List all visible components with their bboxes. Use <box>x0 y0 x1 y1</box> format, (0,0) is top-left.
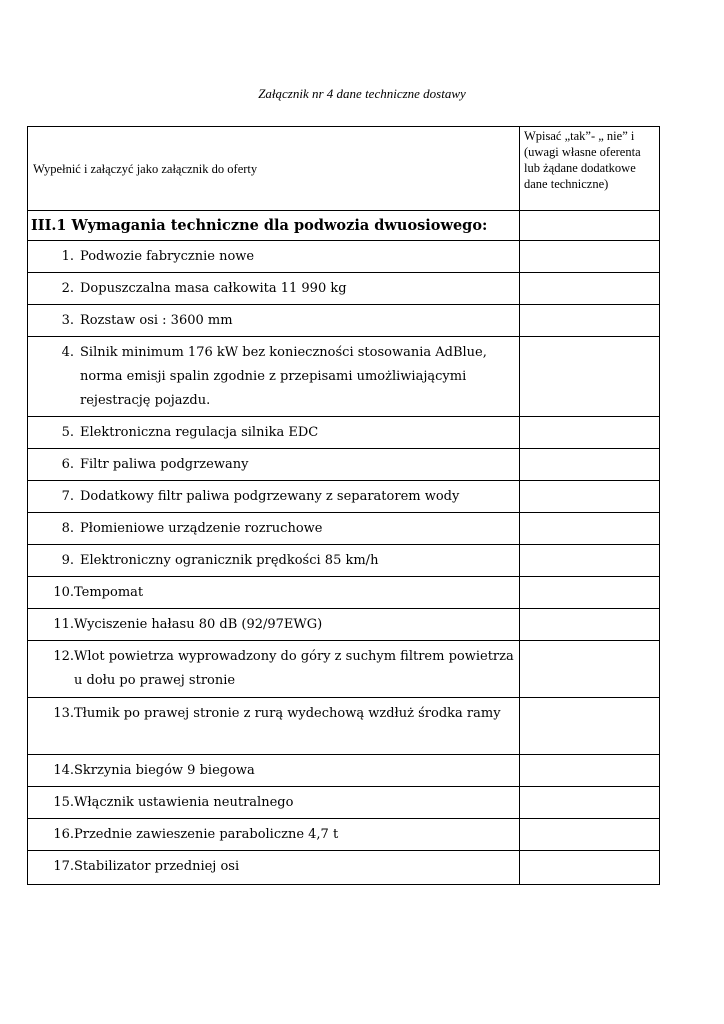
header-left-text: Wypełnić i załączyć jako załącznik do oferty <box>33 162 258 176</box>
item-number: 3. <box>61 313 74 328</box>
table-row <box>28 819 660 851</box>
item-text: Stabilizator przedniej osi <box>74 859 240 874</box>
answer-cell[interactable] <box>520 211 660 241</box>
item-cell <box>28 273 520 305</box>
header-left-cell <box>28 127 520 211</box>
answer-cell[interactable] <box>520 337 660 417</box>
answer-cell[interactable] <box>520 273 660 305</box>
item-number: 14. <box>53 763 74 778</box>
item-cell <box>28 787 520 819</box>
item-cell <box>28 819 520 851</box>
item-cell <box>28 609 520 641</box>
table-row <box>28 577 660 609</box>
table-row <box>28 481 660 513</box>
table-row <box>28 449 660 481</box>
item-text: Rozstaw osi : 3600 mm <box>80 313 233 328</box>
item-cell <box>28 337 520 417</box>
answer-cell[interactable] <box>520 449 660 481</box>
item-text: Płomieniowe urządzenie rozruchowe <box>80 521 323 536</box>
answer-cell[interactable] <box>520 577 660 609</box>
item-number: 7. <box>61 489 74 504</box>
item-cell <box>28 755 520 787</box>
item-number: 2. <box>61 281 74 296</box>
table-row <box>28 851 660 885</box>
table-row <box>28 241 660 273</box>
item-text: Podwozie fabrycznie nowe <box>80 249 255 264</box>
answer-cell[interactable] <box>520 545 660 577</box>
item-number: 16. <box>53 827 74 842</box>
section-row <box>28 211 660 241</box>
answer-cell[interactable] <box>520 241 660 273</box>
item-cell <box>28 417 520 449</box>
table-row <box>28 305 660 337</box>
item-cell <box>28 641 520 698</box>
item-text: Włącznik ustawienia neutralnego <box>74 795 294 810</box>
answer-cell[interactable] <box>520 641 660 698</box>
item-number: 11. <box>53 617 74 632</box>
item-cell <box>28 481 520 513</box>
item-text: Elektroniczny ogranicznik prędkości 85 km/h <box>80 553 379 568</box>
table-header-row <box>28 127 660 211</box>
item-number: 15. <box>53 795 74 810</box>
item-cell <box>28 513 520 545</box>
item-number: 4. <box>61 345 74 360</box>
answer-cell[interactable] <box>520 787 660 819</box>
item-text: Wlot powietrza wyprowadzony do góry z suchym filtrem powietrza u dołu po prawej stronie <box>74 649 514 688</box>
item-text: Przednie zawieszenie paraboliczne 4,7 t <box>74 827 339 842</box>
item-number: 12. <box>53 649 74 664</box>
item-cell <box>28 241 520 273</box>
document-title: Załącznik nr 4 dane techniczne dostawy <box>258 86 466 101</box>
item-cell <box>28 545 520 577</box>
header-right-cell: Wpisać „tak”- „ nie” i (uwagi własne oferenta lub żądane dodatkowe dane techniczne) <box>520 127 660 211</box>
item-number: 6. <box>61 457 74 472</box>
table-row <box>28 609 660 641</box>
item-number: 5. <box>61 425 74 440</box>
item-cell <box>28 851 520 885</box>
answer-cell[interactable] <box>520 698 660 755</box>
item-text: Dopuszczalna masa całkowita 11 990 kg <box>80 281 347 296</box>
item-number: 1. <box>61 249 74 264</box>
table-row <box>28 787 660 819</box>
item-cell <box>28 305 520 337</box>
answer-cell[interactable] <box>520 417 660 449</box>
answer-cell[interactable] <box>520 305 660 337</box>
item-cell <box>28 698 520 755</box>
item-cell <box>28 577 520 609</box>
item-number: 8. <box>61 521 74 536</box>
table-row <box>28 417 660 449</box>
answer-cell[interactable] <box>520 851 660 885</box>
table-row <box>28 641 660 698</box>
item-number: 9. <box>61 553 74 568</box>
item-number: 10. <box>53 585 74 600</box>
table-row <box>28 337 660 417</box>
answer-cell[interactable] <box>520 755 660 787</box>
answer-cell[interactable] <box>520 513 660 545</box>
section-title: III.1 Wymagania techniczne dla podwozia dwuosiowego: <box>28 211 520 241</box>
item-text: Tempomat <box>74 585 144 600</box>
item-text: Skrzynia biegów 9 biegowa <box>74 763 255 778</box>
item-text: Dodatkowy filtr paliwa podgrzewany z separatorem wody <box>80 489 460 504</box>
answer-cell[interactable] <box>520 819 660 851</box>
answer-cell[interactable] <box>520 481 660 513</box>
requirements-table <box>27 126 660 885</box>
item-text: Tłumik po prawej stronie z rurą wydechową wzdłuż środka ramy <box>74 706 501 721</box>
item-text: Filtr paliwa podgrzewany <box>80 457 249 472</box>
table-row <box>28 545 660 577</box>
table-row <box>28 755 660 787</box>
item-number: 13. <box>53 706 74 721</box>
item-number: 17. <box>53 859 74 874</box>
answer-cell[interactable] <box>520 609 660 641</box>
table-row <box>28 513 660 545</box>
table-row <box>28 273 660 305</box>
table-row <box>28 698 660 755</box>
item-text: Silnik minimum 176 kW bez konieczności stosowania AdBlue, norma emisji spalin zgodnie z przepisami umożliwiającymi rejestrację pojazdu. <box>80 345 487 408</box>
item-text: Wyciszenie hałasu 80 dB (92/97EWG) <box>74 617 323 632</box>
item-cell <box>28 449 520 481</box>
item-text: Elektroniczna regulacja silnika EDC <box>80 425 319 440</box>
